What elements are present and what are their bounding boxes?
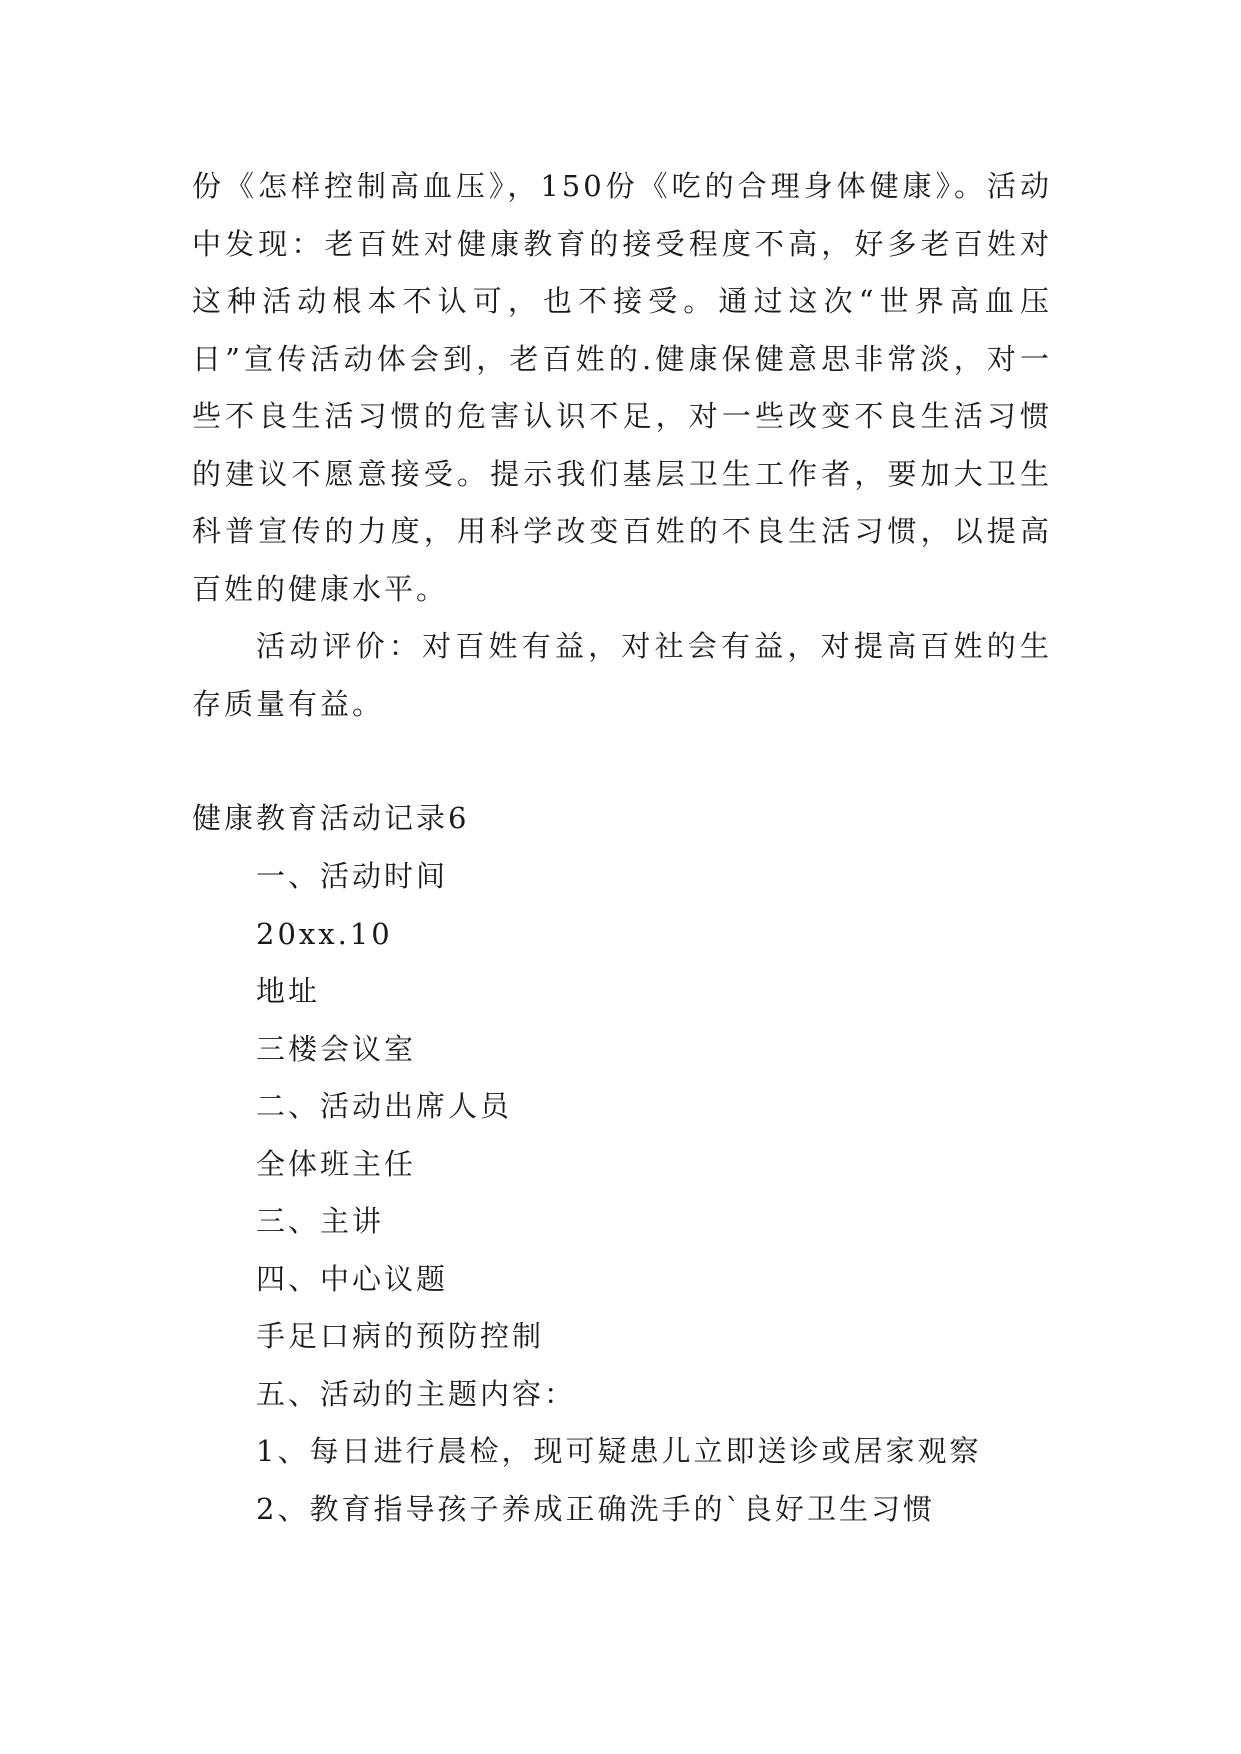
body-paragraph: 份《怎样控制高血压》，150份《吃的合理身体健康》。活动中发现：老百姓对健康教育的接受程度不高，好多老百姓对这种活动根本不认可，也不接受。通过这次“世界高血压日”宣传活动体会到，老百姓的.健康保健意思非常淡，对一些不良生活习惯的危害认识不足，对一些改变不良生活习惯的建议不愿意接受。提示我们基层卫生工作者，要加大卫生科普宣传的力度，用科学改变百姓的不良生活习惯，以提高百姓的健康水平。 bbox=[192, 169, 1052, 606]
list-item: 一、活动时间 bbox=[256, 859, 449, 893]
list-item: 五、活动的主题内容： bbox=[256, 1376, 577, 1411]
list-item: 四、中心议题 bbox=[256, 1261, 449, 1296]
list-item: 2、教育指导孩子养成正确洗手的`良好卫生习惯 bbox=[256, 1491, 935, 1526]
list-item: 地址 bbox=[256, 974, 321, 1008]
section-title: 健康教育活动记录6 bbox=[192, 801, 470, 835]
list-item: 二、活动出席人员 bbox=[256, 1089, 513, 1123]
record-list bbox=[192, 848, 1052, 1538]
evaluation-paragraph: 活动评价：对百姓有益，对社会有益，对提高百姓的生存质量有益。 bbox=[192, 629, 1052, 721]
list-item: 三楼会议室 bbox=[256, 1031, 417, 1066]
list-item: 20xx.10 bbox=[256, 916, 393, 951]
list-item: 手足口病的预防控制 bbox=[256, 1319, 545, 1353]
list-item: 三、主讲 bbox=[256, 1204, 385, 1238]
list-item: 1、每日进行晨检，现可疑患儿立即送诊或居家观察 bbox=[256, 1434, 982, 1468]
list-item: 全体班主任 bbox=[256, 1146, 417, 1181]
